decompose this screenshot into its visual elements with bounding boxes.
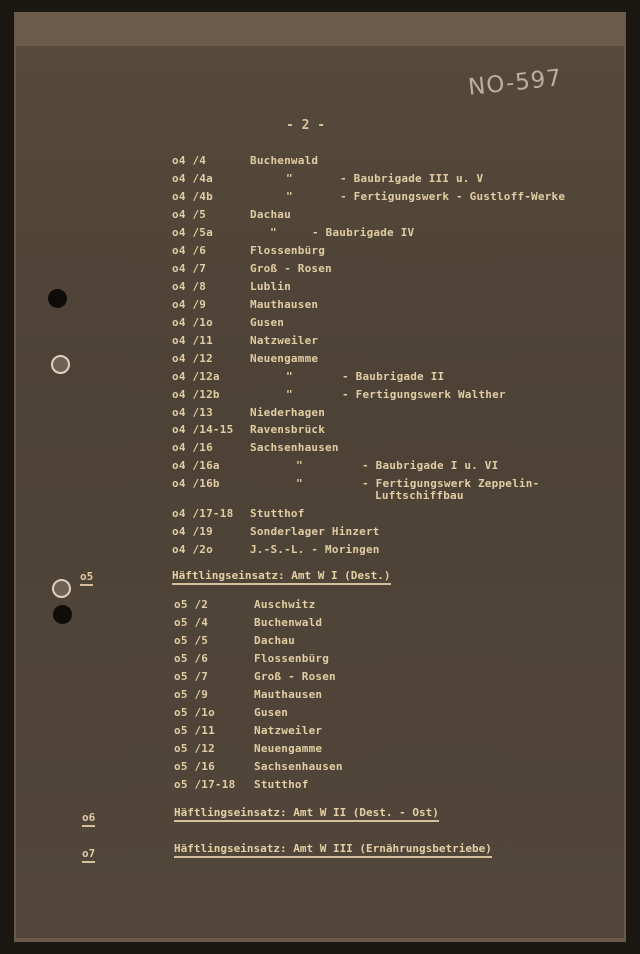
sub-unit: - Fertigungswerk Zeppelin- bbox=[362, 477, 540, 490]
entry-code: o5 /4 bbox=[174, 616, 209, 629]
entry-code: o4 /11 bbox=[172, 334, 213, 347]
camp-name: J.-S.-L. - Moringen bbox=[250, 543, 380, 556]
sub-unit: - Baubrigade I u. VI bbox=[362, 459, 499, 472]
camp-name: Ravensbrück bbox=[250, 423, 326, 436]
sub-unit-continued: Luftschiffbau bbox=[375, 489, 464, 502]
camp-name: Gusen bbox=[254, 706, 289, 719]
camp-name: Flossenbürg bbox=[254, 652, 330, 665]
camp-name: Groß - Rosen bbox=[250, 262, 332, 275]
sub-unit: - Baubrigade II bbox=[342, 370, 445, 383]
entry-code: o5 /7 bbox=[174, 670, 209, 683]
camp-name: Stutthof bbox=[250, 507, 305, 520]
sub-unit: - Fertigungswerk Walther bbox=[342, 388, 506, 401]
camp-name: Buchenwald bbox=[254, 616, 323, 629]
entry-code: o5 /9 bbox=[174, 688, 209, 701]
entry-code: o4 /4a bbox=[172, 172, 213, 185]
section-05-heading: Häftlingseinsatz: Amt W I (Dest.) bbox=[172, 569, 391, 585]
punch-hole-reinforcement bbox=[52, 579, 71, 598]
camp-name: Groß - Rosen bbox=[254, 670, 336, 683]
camp-name: Flossenbürg bbox=[250, 244, 326, 257]
entry-code: o4 /5a bbox=[172, 226, 213, 239]
ditto-mark: " bbox=[270, 226, 277, 239]
camp-name: Lublin bbox=[250, 280, 291, 293]
entry-code: o4 /6 bbox=[172, 244, 207, 257]
entry-code: o4 /12 bbox=[172, 352, 213, 365]
camp-name: Sachsenhausen bbox=[250, 441, 339, 454]
entry-code: o5 /16 bbox=[174, 760, 215, 773]
ditto-mark: " bbox=[286, 370, 293, 383]
sub-unit: - Baubrigade IV bbox=[312, 226, 415, 239]
entry-code: o5 /17-18 bbox=[174, 778, 236, 791]
entry-code: o4 /14-15 bbox=[172, 423, 234, 436]
document-id-mark: NO-597 bbox=[466, 65, 564, 101]
entry-code: o4 /12a bbox=[172, 370, 220, 383]
document-sheet bbox=[16, 46, 624, 938]
entry-code: o5 /5 bbox=[174, 634, 209, 647]
entry-code: o4 /8 bbox=[172, 280, 207, 293]
camp-name: Mauthausen bbox=[254, 688, 323, 701]
camp-name: Natzweiler bbox=[250, 334, 319, 347]
entry-code: o4 /16b bbox=[172, 477, 220, 490]
section-05-number: o5 bbox=[80, 570, 93, 586]
punch-hole-reinforcement bbox=[51, 355, 70, 374]
entry-code: o5 /11 bbox=[174, 724, 215, 737]
sub-unit: - Fertigungswerk - Gustloff-Werke bbox=[340, 190, 566, 203]
entry-code: o4 /17-18 bbox=[172, 507, 234, 520]
camp-name: Gusen bbox=[250, 316, 285, 329]
entry-code: o4 /2o bbox=[172, 543, 213, 556]
camp-name: Niederhagen bbox=[250, 406, 326, 419]
section-07-heading: Häftlingseinsatz: Amt W III (Ernährungsbetriebe) bbox=[174, 842, 492, 858]
punch-hole bbox=[48, 289, 67, 308]
entry-code: o5 /1o bbox=[174, 706, 215, 719]
entry-code: o4 /5 bbox=[172, 208, 207, 221]
camp-name: Auschwitz bbox=[254, 598, 316, 611]
camp-name: Natzweiler bbox=[254, 724, 323, 737]
camp-name: Neuengamme bbox=[250, 352, 319, 365]
ditto-mark: " bbox=[286, 190, 293, 203]
entry-code: o5 /2 bbox=[174, 598, 209, 611]
entry-code: o4 /7 bbox=[172, 262, 207, 275]
camp-name: Sonderlager Hinzert bbox=[250, 525, 380, 538]
section-06-heading: Häftlingseinsatz: Amt W II (Dest. - Ost) bbox=[174, 806, 439, 822]
entry-code: o4 /4 bbox=[172, 154, 207, 167]
section-07-number: o7 bbox=[82, 847, 95, 863]
section-06-number: o6 bbox=[82, 811, 95, 827]
ditto-mark: " bbox=[296, 459, 303, 472]
ditto-mark: " bbox=[296, 477, 303, 490]
entry-code: o5 /6 bbox=[174, 652, 209, 665]
camp-name: Buchenwald bbox=[250, 154, 319, 167]
entry-code: o4 /9 bbox=[172, 298, 207, 311]
entry-code: o4 /12b bbox=[172, 388, 220, 401]
entry-code: o4 /13 bbox=[172, 406, 213, 419]
ditto-mark: " bbox=[286, 388, 293, 401]
entry-code: o4 /16 bbox=[172, 441, 213, 454]
camp-name: Neuengamme bbox=[254, 742, 323, 755]
camp-name: Dachau bbox=[254, 634, 295, 647]
camp-name: Dachau bbox=[250, 208, 291, 221]
entry-code: o5 /12 bbox=[174, 742, 215, 755]
camp-name: Stutthof bbox=[254, 778, 309, 791]
ditto-mark: " bbox=[286, 172, 293, 185]
entry-code: o4 /1o bbox=[172, 316, 213, 329]
entry-code: o4 /16a bbox=[172, 459, 220, 472]
entry-code: o4 /19 bbox=[172, 525, 213, 538]
sub-unit: - Baubrigade III u. V bbox=[340, 172, 484, 185]
camp-name: Sachsenhausen bbox=[254, 760, 343, 773]
punch-hole bbox=[53, 605, 72, 624]
camp-name: Mauthausen bbox=[250, 298, 319, 311]
page-number: - 2 - bbox=[286, 118, 326, 133]
entry-code: o4 /4b bbox=[172, 190, 213, 203]
